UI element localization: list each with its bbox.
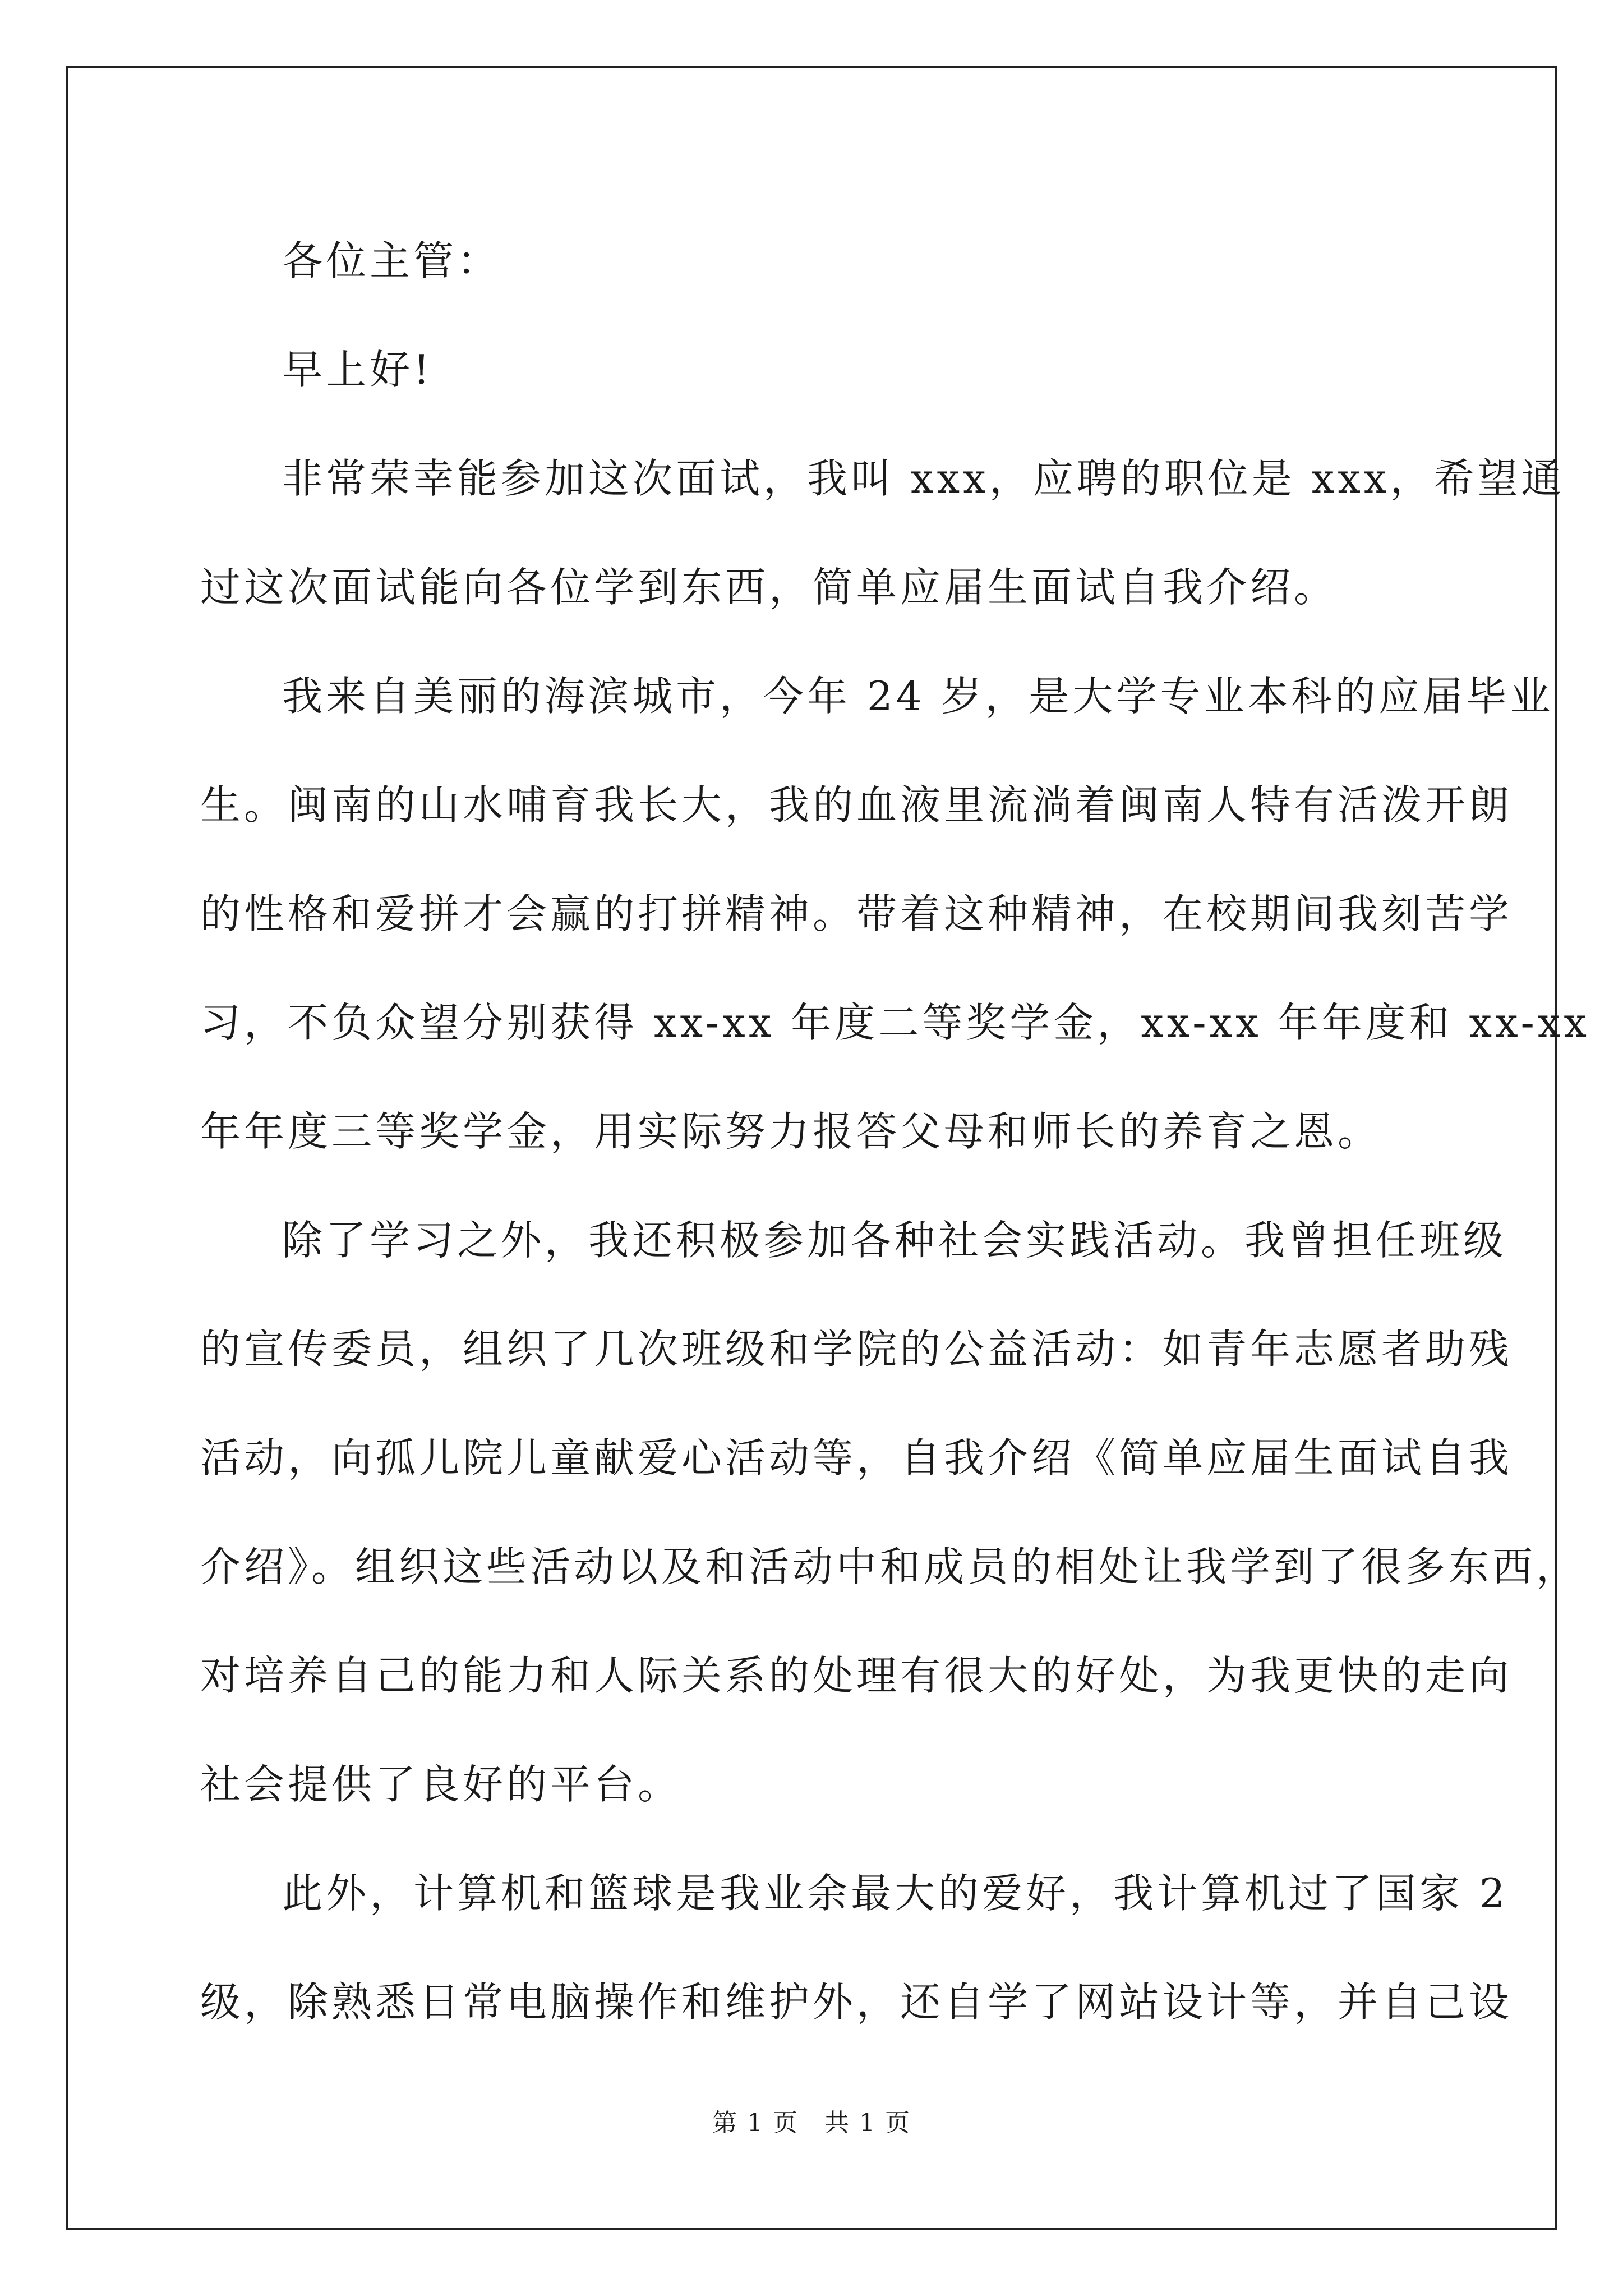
text-line: 除了学习之外，我还积极参加各种社会实践活动。我曾担任班级 (282, 1217, 1507, 1264)
text-line: 过这次面试能向各位学到东西，简单应届生面试自我介绍。 (200, 564, 1338, 611)
text-line: 早上好! (282, 346, 433, 393)
text-line: 对培养自己的能力和人际关系的处理有很大的好处，为我更快的走向 (200, 1652, 1513, 1699)
text-line: 社会提供了良好的平台。 (200, 1761, 682, 1808)
text-line: 各位主管： (282, 237, 501, 284)
text-line: 我来自美丽的海滨城市，今年 24 岁，是大学专业本科的应届毕业 (282, 673, 1554, 720)
text-line: 习，不负众望分别获得 xx-xx 年度二等奖学金，xx-xx 年年度和 xx-xx (200, 999, 1590, 1046)
text-line: 介绍》。组织这些活动以及和活动中和成员的相处让我学到了很多东西， (200, 1543, 1580, 1590)
text-line: 生。闽南的山水哺育我长大，我的血液里流淌着闽南人特有活泼开朗 (200, 781, 1513, 829)
text-line: 级，除熟悉日常电脑操作和维护外，还自学了网站设计等，并自己设 (200, 1978, 1513, 2026)
text-line: 此外，计算机和篮球是我业余最大的爱好，我计算机过了国家 2 (282, 1870, 1509, 1917)
text-line: 非常荣幸能参加这次面试，我叫 xxx，应聘的职位是 xxx，希望通 (282, 455, 1565, 502)
page-number-footer: 第 1 页 共 1 页 (712, 2109, 911, 2137)
text-line: 的性格和爱拼才会赢的打拼精神。带着这种精神，在校期间我刻苦学 (200, 890, 1513, 937)
text-line: 的宣传委员，组织了几次班级和学院的公益活动：如青年志愿者助残 (200, 1326, 1513, 1373)
text-line: 年年度三等奖学金，用实际努力报答父母和师长的养育之恩。 (200, 1108, 1382, 1155)
text-line: 活动，向孤儿院儿童献爱心活动等，自我介绍《简单应届生面试自我 (200, 1434, 1513, 1481)
document-body (200, 206, 1590, 2056)
